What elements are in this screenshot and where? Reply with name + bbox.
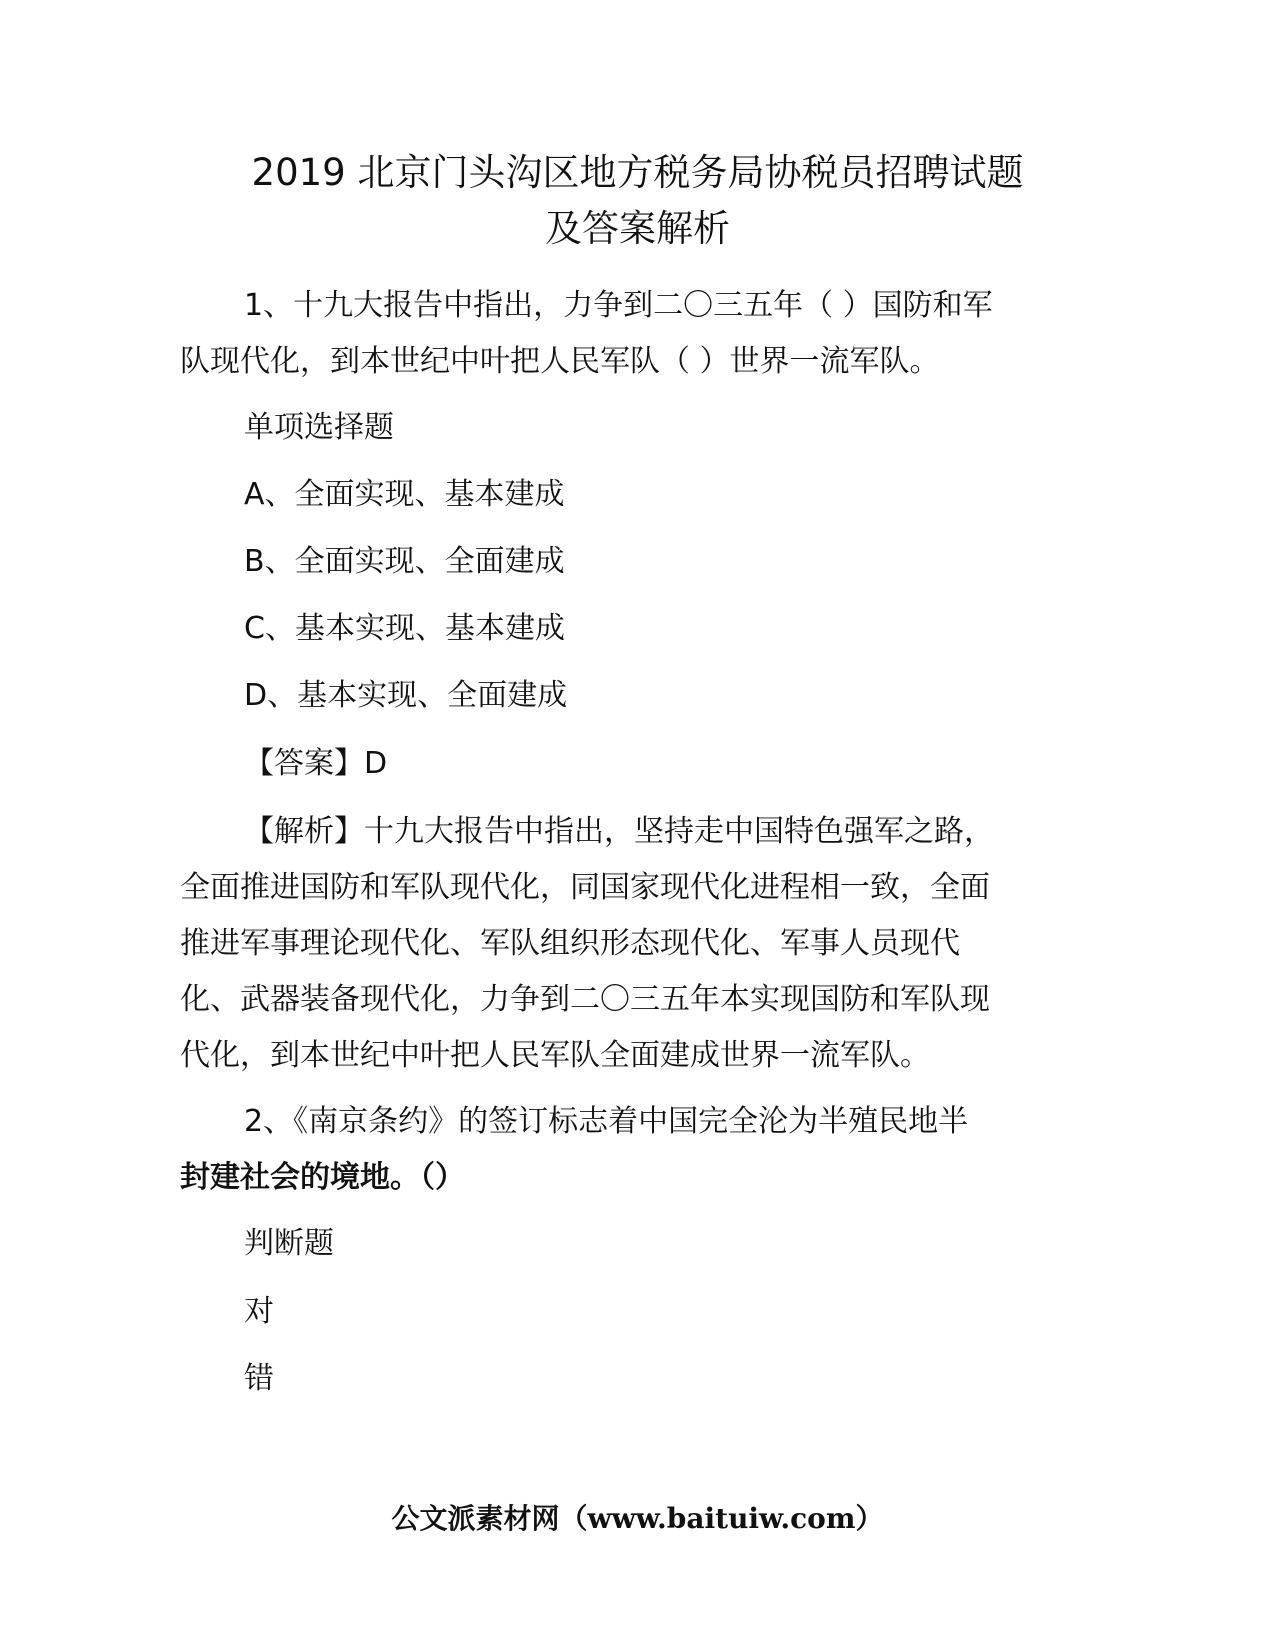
question1-analysis-line1: 【解析】十九大报告中指出，坚持走中国特色强军之路，	[244, 814, 994, 849]
question1-analysis-line5: 代化，到本世纪中叶把人民军队全面建成世界一流军队。	[180, 1038, 930, 1073]
question1-option-d: D、基本实现、全面建成	[244, 678, 568, 713]
question1-stem-line2: 队现代化，到本世纪中叶把人民军队（ ）世界一流军队。	[180, 344, 940, 379]
question1-answer: 【答案】D	[244, 746, 388, 781]
question1-analysis-line2: 全面推进国防和军队现代化，同国家现代化进程相一致，全面	[180, 870, 990, 905]
footer-source: 公文派素材网（www.baituiw.com）	[391, 1502, 884, 1535]
question2-type: 判断题	[244, 1226, 334, 1261]
question1-analysis-line4: 化、武器装备现代化，力争到二〇三五年本实现国防和军队现	[180, 982, 990, 1017]
question2-option-true: 对	[244, 1294, 274, 1329]
question2-stem-line1: 2、《南京条约》的签订标志着中国完全沦为半殖民地半	[244, 1104, 969, 1139]
question1-type: 单项选择题	[244, 410, 394, 445]
document-title-line1: 2019 北京门头沟区地方税务局协税员招聘试题	[251, 151, 1024, 194]
question2-stem-line2: 封建社会的境地。（）	[180, 1160, 465, 1195]
question1-analysis-line3: 推进军事理论现代化、军队组织形态现代化、军事人员现代	[180, 926, 960, 961]
question2-option-false: 错	[244, 1361, 274, 1396]
document-title-line2: 及答案解析	[545, 207, 730, 250]
question1-option-c: C、基本实现、基本建成	[244, 611, 565, 646]
question1-option-a: A、全面实现、基本建成	[244, 477, 565, 512]
question1-stem-line1: 1、十九大报告中指出，力争到二〇三五年（ ）国防和军	[244, 288, 993, 323]
question1-option-b: B、全面实现、全面建成	[244, 544, 565, 579]
